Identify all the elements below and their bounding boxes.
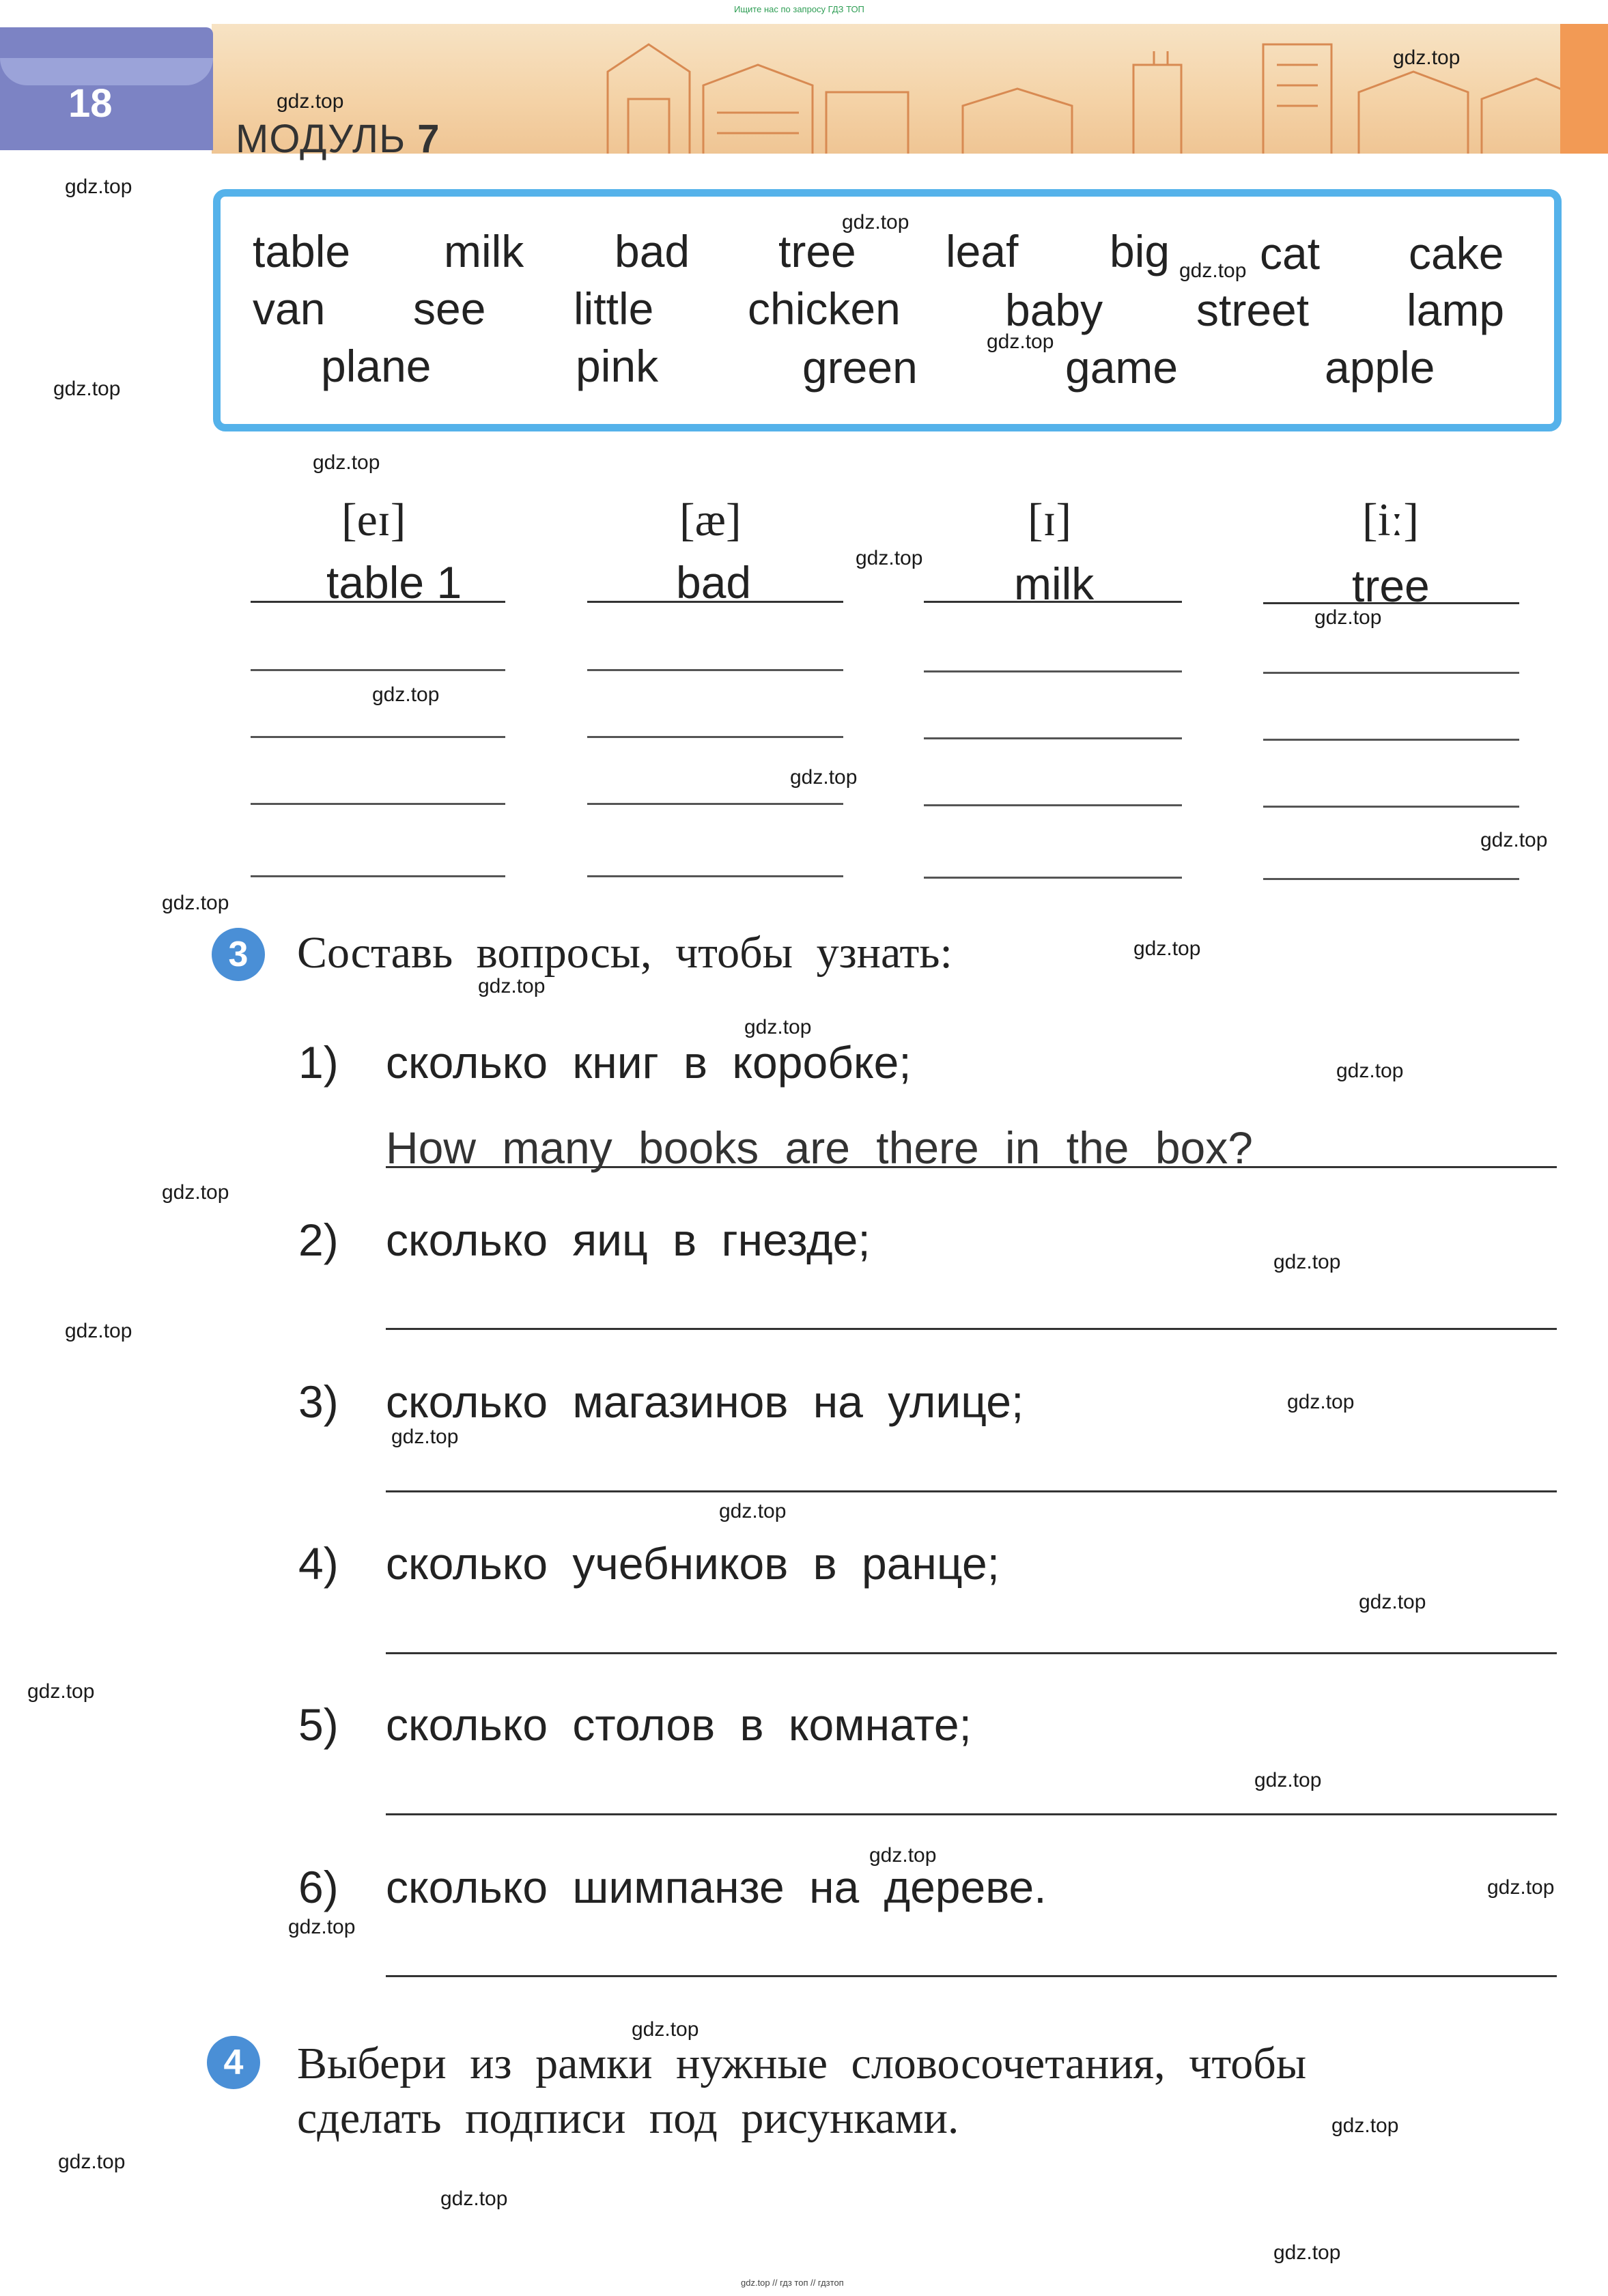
module-label: МОДУЛЬ xyxy=(236,117,406,161)
exercise-number-badge: 4 xyxy=(207,2036,260,2089)
word-box-word: baby xyxy=(1005,285,1103,335)
watermark: gdz.top xyxy=(1331,2114,1399,2137)
word-box-word: big xyxy=(1110,226,1170,277)
word-box-word: little xyxy=(574,283,654,334)
watermark: gdz.top xyxy=(1287,1391,1355,1413)
watermark: gdz.top xyxy=(744,1016,812,1038)
answer-text: How many books are there in the box? xyxy=(386,1122,1253,1173)
exercise-3-instruction: Составь вопросы, чтобы узнать: xyxy=(297,928,953,978)
word-box-word: lamp xyxy=(1407,285,1505,335)
word-box-word: cake xyxy=(1409,228,1504,279)
word-box-word: street xyxy=(1196,285,1310,335)
watermark: gdz.top xyxy=(869,1844,937,1867)
watermark: gdz.top xyxy=(1487,1876,1555,1899)
writing-line[interactable] xyxy=(924,670,1182,672)
word-box-word: table xyxy=(253,226,351,277)
watermark: gdz.top xyxy=(1393,46,1461,69)
word-box-word: milk xyxy=(444,226,524,277)
watermark: gdz.top xyxy=(372,683,440,706)
writing-line[interactable] xyxy=(251,669,505,671)
writing-line[interactable] xyxy=(924,737,1182,739)
writing-line[interactable] xyxy=(924,804,1182,806)
writing-line[interactable] xyxy=(924,877,1182,879)
phoneme-header: [iː] xyxy=(1362,494,1420,545)
word-box-word: leaf xyxy=(946,226,1019,277)
question-prompt: сколько учебников в ранце; xyxy=(386,1538,1000,1589)
top-search-note: Ищите нас по запросу ГДЗ ТОП xyxy=(734,4,864,14)
watermark: gdz.top xyxy=(1179,259,1247,282)
word-box-word: pink xyxy=(576,341,659,391)
watermark: gdz.top xyxy=(1254,1769,1322,1791)
watermark: gdz.top xyxy=(65,175,132,198)
watermark: gdz.top xyxy=(1336,1060,1404,1082)
answer-line[interactable] xyxy=(386,1166,1557,1168)
question-number: 5) xyxy=(298,1699,339,1750)
module-title xyxy=(236,116,440,162)
question-prompt: сколько столов в комнате; xyxy=(386,1699,972,1750)
exercise-number-badge: 3 xyxy=(212,928,265,981)
watermark: gdz.top xyxy=(162,1181,229,1204)
watermark: gdz.top xyxy=(1314,606,1382,629)
watermark: gdz.top xyxy=(58,2151,126,2173)
answer-line[interactable] xyxy=(386,1813,1557,1815)
watermark: gdz.top xyxy=(53,378,121,400)
writing-line[interactable] xyxy=(587,803,843,805)
watermark: gdz.top xyxy=(790,766,858,789)
phoneme-header: [æ] xyxy=(679,494,742,545)
question-number: 1) xyxy=(298,1037,339,1088)
answer-line[interactable] xyxy=(386,1328,1557,1330)
writing-line[interactable] xyxy=(1263,672,1519,674)
writing-line[interactable] xyxy=(1263,739,1519,741)
answer-line[interactable] xyxy=(386,1652,1557,1654)
question-number: 6) xyxy=(298,1862,339,1912)
writing-line[interactable] xyxy=(251,803,505,805)
watermark: gdz.top xyxy=(719,1500,787,1522)
module-number: 7 xyxy=(417,117,440,161)
word-box-word: plane xyxy=(321,341,432,391)
watermark: gdz.top xyxy=(856,547,923,569)
question-number: 4) xyxy=(298,1538,339,1589)
answer-line[interactable] xyxy=(386,1975,1557,1977)
watermark: gdz.top xyxy=(987,330,1054,353)
writing-line[interactable] xyxy=(587,736,843,738)
word-box-word: bad xyxy=(615,226,690,277)
watermark: gdz.top xyxy=(27,1680,95,1703)
word-box-word: apple xyxy=(1325,342,1435,393)
word-box-word: game xyxy=(1065,342,1179,393)
word-box-word: cat xyxy=(1260,228,1321,279)
question-prompt: сколько шимпанзе на дереве. xyxy=(386,1862,1047,1912)
exercise-4-instruction-line2: сделать подписи под рисунками. xyxy=(297,2093,959,2143)
writing-line[interactable] xyxy=(1263,602,1519,604)
exercise-4-instruction-line1: Выбери из рамки нужные словосочетания, чтобы xyxy=(297,2039,1307,2088)
question-prompt: сколько магазинов на улице; xyxy=(386,1376,1024,1427)
watermark: gdz.top xyxy=(1480,829,1548,851)
example-word: table 1 xyxy=(326,557,462,608)
phoneme-header: [eɪ] xyxy=(341,494,406,545)
writing-line[interactable] xyxy=(924,601,1182,603)
watermark: gdz.top xyxy=(842,211,909,233)
example-word: tree xyxy=(1352,561,1430,611)
example-word: bad xyxy=(676,557,752,608)
watermark: gdz.top xyxy=(1273,2241,1341,2264)
writing-line[interactable] xyxy=(251,601,505,603)
watermark: gdz.top xyxy=(478,975,546,997)
word-box-word: chicken xyxy=(748,283,901,334)
watermark: gdz.top xyxy=(277,90,344,113)
question-number: 2) xyxy=(298,1215,339,1265)
word-box-word: see xyxy=(413,283,486,334)
writing-line[interactable] xyxy=(1263,806,1519,808)
page-number: 18 xyxy=(68,81,113,126)
phoneme-header: [ɪ] xyxy=(1028,494,1072,545)
watermark: gdz.top xyxy=(632,2018,699,2041)
word-box-word: green xyxy=(802,342,918,393)
question-number: 3) xyxy=(298,1376,339,1427)
watermark: gdz.top xyxy=(313,451,380,474)
example-word: milk xyxy=(1014,558,1095,609)
header-accent-strip xyxy=(1560,24,1608,154)
watermark: gdz.top xyxy=(440,2187,508,2210)
writing-line[interactable] xyxy=(587,601,843,603)
word-box-word: tree xyxy=(778,226,856,277)
watermark: gdz.top xyxy=(391,1426,459,1448)
watermark: gdz.top xyxy=(288,1916,356,1938)
word-box-word: van xyxy=(253,283,326,334)
writing-line[interactable] xyxy=(1263,878,1519,880)
watermark: gdz.top xyxy=(1133,937,1201,960)
question-prompt: сколько яиц в гнезде; xyxy=(386,1215,871,1265)
watermark: gdz.top xyxy=(162,892,229,914)
writing-line[interactable] xyxy=(251,736,505,738)
watermark: gdz.top xyxy=(1273,1251,1341,1273)
answer-line[interactable] xyxy=(386,1490,1557,1492)
question-prompt: сколько книг в коробке; xyxy=(386,1037,912,1088)
writing-line[interactable] xyxy=(587,669,843,671)
bottom-footer-note: gdz.top // гдз топ // гдзтоп xyxy=(741,2278,844,2288)
writing-line[interactable] xyxy=(251,875,505,877)
watermark: gdz.top xyxy=(65,1320,132,1342)
watermark: gdz.top xyxy=(1359,1591,1426,1613)
writing-line[interactable] xyxy=(587,875,843,877)
